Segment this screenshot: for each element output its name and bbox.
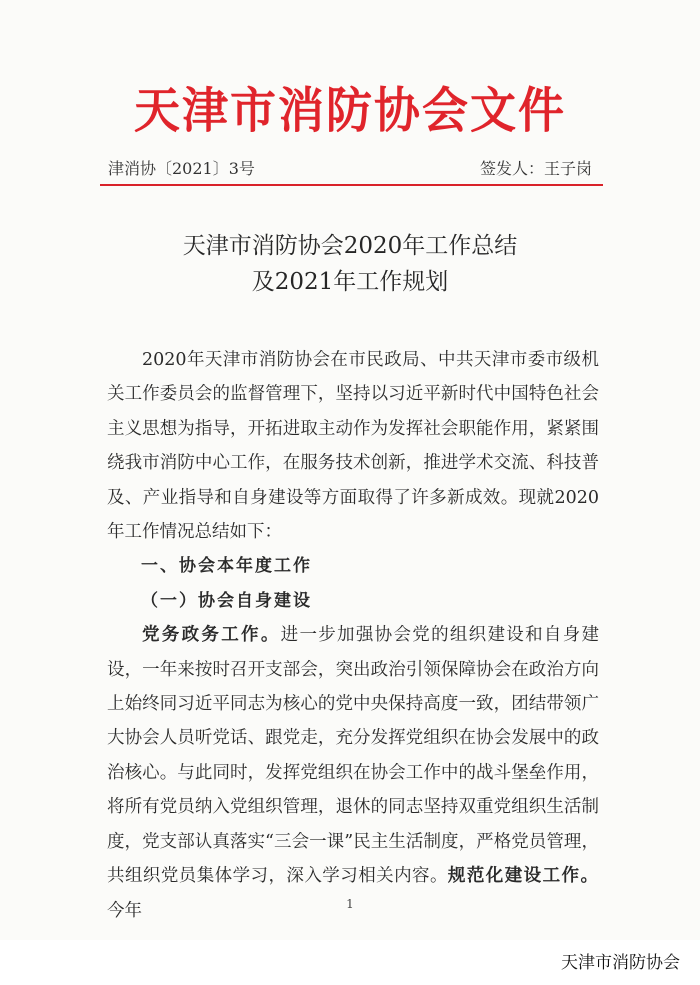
page-number: 1: [346, 897, 354, 911]
red-divider-line: [100, 184, 603, 186]
document-title-line-1: 天津市消防协会2020年工作总结: [182, 233, 518, 259]
party-work-text: 进一步加强协会党的组织建设和自身建设，一年来按时召开支部会，突出政治引领保障协会在政治方向上始终同习近平同志为核心的党中央保持高度一致，团结带领广大协会人员听党话、跟党走，充分发挥党组织在协会发展中的政治核心。与此同时，发挥党组织在协会工作中的战斗堡垒作用，将所有党员纳入党组织管理，退休的同志坚持双重党组织生活制度，党支部认真落实“三会一课”民主生活制度，严格党员管理，共组织党员集体学习，深入学习相关内容。: [107, 625, 600, 887]
subsection-heading: （一）协会自身建设: [141, 590, 312, 611]
party-work-paragraph: [107, 618, 599, 928]
document-signer: 签发人：王子岗: [479, 159, 592, 178]
document-title: [0, 228, 700, 300]
document-number: 津消协〔2021〕3号: [108, 159, 255, 178]
source-watermark: 天津市消防协会: [561, 953, 680, 973]
standardization-lead: 规范化建设工作。: [447, 866, 600, 887]
document-title-line-2: 及2021年工作规划: [251, 269, 449, 295]
standardization-text: 今年: [107, 900, 142, 921]
intro-paragraph: 2020年天津市消防协会在市民政局、中共天津市委市级机关工作委员会的监督管理下，坚持以习近平新时代中国特色社会主义思想为指导，开拓进取主动作为发挥社会职能作用，紧紧围绕我市消防中心工作，在服务技术创新，推进学术交流、科技普及、产业指导和自身建设等方面取得了许多新成效。现就2020年工作情况总结如下：: [107, 350, 599, 543]
section-heading: 一、协会本年度工作: [141, 556, 312, 577]
document-masthead: 天津市消防协会文件: [134, 81, 566, 139]
party-work-lead: 党务政务工作。: [142, 625, 281, 646]
document-body: [107, 343, 599, 928]
